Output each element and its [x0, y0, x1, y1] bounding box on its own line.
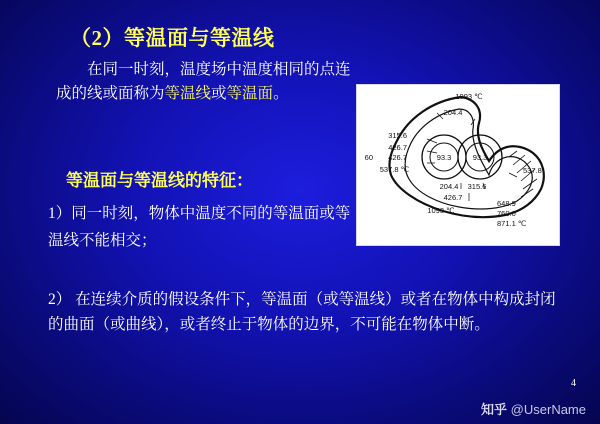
isotherm-figure — [356, 84, 560, 246]
paragraph-definition-end: 。 — [273, 85, 289, 103]
svg-text:1093 ℃: 1093 ℃ — [455, 92, 483, 101]
svg-text:93.3: 93.3 — [436, 153, 452, 162]
watermark-username: @UserName — [510, 402, 586, 417]
svg-text:426.7: 426.7 — [388, 143, 407, 152]
feature-item-1: 1）同一时刻，物体中温度不同的等温面或等温线不能相交； — [48, 205, 351, 250]
page-number: 4 — [571, 378, 576, 389]
svg-text:648.9: 648.9 — [497, 199, 516, 208]
feature-heading: 等温面与等温线的特征： — [66, 171, 253, 190]
watermark-site: 知乎 — [481, 402, 508, 417]
svg-text:426.7: 426.7 — [388, 153, 407, 162]
paragraph-definition — [56, 58, 356, 106]
svg-text:315.6: 315.6 — [467, 182, 487, 191]
svg-text:315.6: 315.6 — [388, 131, 407, 140]
page-title: （2）等温面与等温线 — [70, 26, 275, 50]
isotherm-contour-diagram — [357, 85, 559, 245]
svg-text:60: 60 — [364, 153, 373, 162]
svg-text:537.8 ℃: 537.8 ℃ — [379, 165, 409, 174]
paragraph-definition-mid: 或 — [211, 85, 227, 103]
svg-text:426.7: 426.7 — [443, 193, 463, 202]
svg-text:871.1 ℃: 871.1 ℃ — [497, 219, 527, 228]
highlight-isotherm-surface: 等温面 — [226, 85, 274, 103]
paragraph-definition-part1: 在同一时刻，温度场中温度相同的点连成的线或面称为 — [56, 61, 351, 103]
svg-text:93.3: 93.3 — [472, 153, 488, 162]
highlight-isotherm-line: 等温线 — [164, 85, 212, 103]
svg-text:1093 ℃: 1093 ℃ — [427, 206, 455, 215]
watermark — [481, 399, 586, 418]
feature-item-2: 2） 在连续介质的假设条件下，等温面（或等温线）或者在物体中构成封闭的曲面（或曲线），或者终止于物体的边界，不可能在物体中断。 — [48, 291, 556, 333]
svg-text:760.0: 760.0 — [497, 209, 516, 218]
svg-text:537.8: 537.8 — [523, 166, 542, 175]
svg-text:204.4: 204.4 — [443, 108, 463, 117]
svg-text:204.4: 204.4 — [439, 182, 459, 191]
